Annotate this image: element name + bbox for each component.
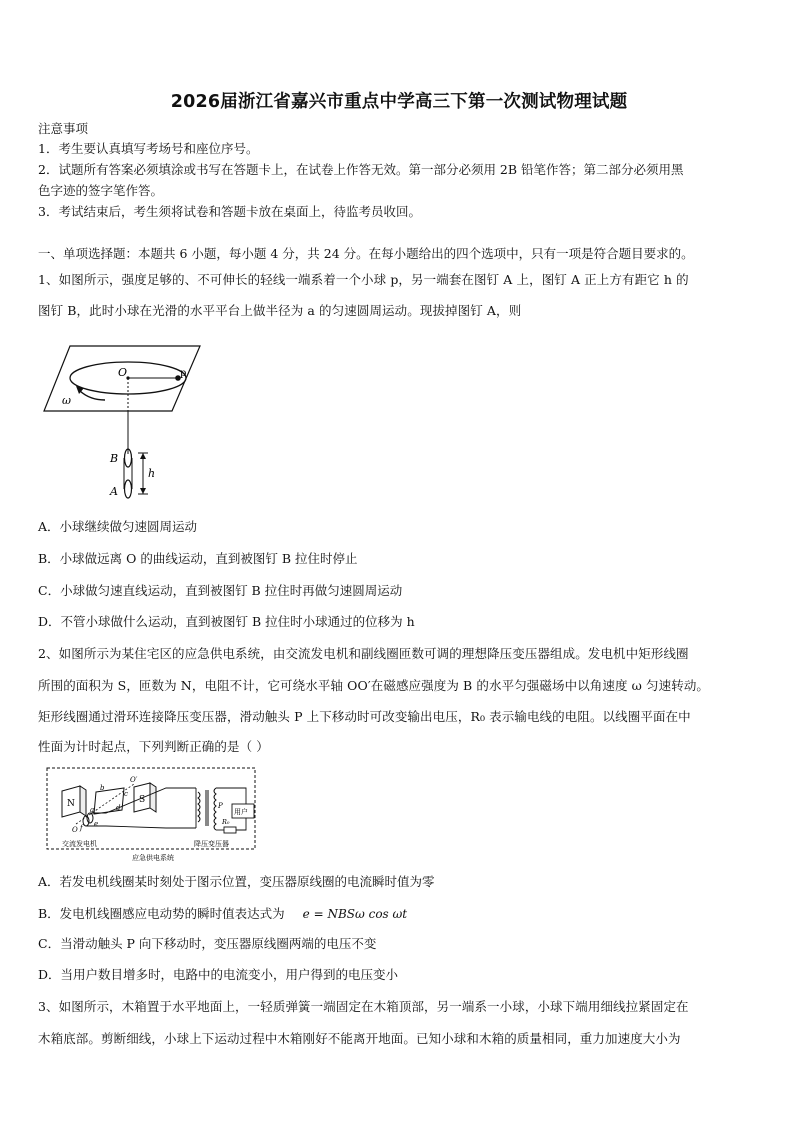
section-heading: 一、单项选择题：本题共 6 小题，每小题 4 分，共 24 分。在每小题给出的四个选项中，只有一项是符合题目要求的。: [38, 246, 694, 261]
notice-item: 1．考生要认真填写考场号和座位序号。: [38, 141, 259, 156]
notice-heading: 注意事项: [38, 121, 89, 136]
page-title: 2026届浙江省嘉兴市重点中学高三下第一次测试物理试题: [170, 92, 628, 112]
label-p: p: [180, 368, 187, 379]
label-h: h: [148, 467, 156, 480]
q1-figure: [40, 334, 210, 504]
label-omega: ω: [62, 394, 71, 407]
label-O: O: [72, 826, 78, 834]
label-P: P: [218, 802, 223, 810]
q2-option-b: [38, 905, 407, 923]
q2-formula: e = NBSω cos ωt: [302, 907, 408, 921]
q2-option-a: A．若发电机线圈某时刻处于图示位置，变压器原线圈的电流瞬时值为零: [38, 874, 435, 889]
label-O-prime: O′: [130, 776, 138, 784]
label-transformer: 降压变压器: [194, 840, 229, 848]
q1-option-a: A．小球继续做匀速圆周运动: [38, 519, 198, 534]
q2-stem-line: 矩形线圈通过滑环连接降压变压器，滑动触头 P 上下移动时可改变输出电压，R₀ 表示输电线的电阻。以线圈平面在中: [38, 709, 691, 724]
label-c: c: [124, 790, 128, 798]
q2-option-c: C．当滑动触头 P 向下移动时，变压器原线圈两端的电压不变: [38, 936, 377, 951]
label-A: A: [110, 485, 118, 498]
label-B: B: [110, 452, 119, 465]
label-R0: R₀: [222, 818, 230, 826]
label-user: 用户: [234, 808, 248, 816]
label-e: e: [94, 820, 99, 828]
label-S: S: [139, 795, 146, 805]
label-N: N: [67, 799, 75, 809]
q1-stem-line: 图钉 B，此时小球在光滑的水平平台上做半径为 a 的匀速圆周运动。现拔掉图钉 A，则: [38, 303, 522, 318]
q2-stem-line: 所围的面积为 S，匝数为 N，电阻不计，它可绕水平轴 OO′在磁感应强度为 B 的水平匀强磁场中以角速度 ω 匀速转动。: [38, 678, 710, 693]
q2-figure: [46, 766, 266, 864]
q1-stem-line: 1、如图所示，强度足够的、不可伸长的轻线一端系着一个小球 p，另一端套在图钉 A 上，图钉 A 正上方有距它 h 的: [38, 272, 689, 287]
label-b: b: [100, 784, 105, 792]
label-a: a: [90, 806, 95, 814]
label-d: d: [116, 804, 121, 812]
q1-option-d: D．不管小球做什么运动，直到被图钉 B 拉住时小球通过的位移为 h: [38, 614, 415, 629]
notice-item: 2．试题所有答案必须填涂或书写在答题卡上，在试卷上作答无效。第一部分必须用 2B 铅笔作答；第二部分必须用黑: [38, 162, 684, 177]
q2-stem-line: 2、如图所示为某住宅区的应急供电系统，由交流发电机和副线圈匝数可调的理想降压变压器组成。发电机中矩形线圈: [38, 646, 689, 661]
q2-stem-line: 性面为计时起点，下列判断正确的是（ ）: [38, 739, 269, 754]
q1-option-c: C．小球做匀速直线运动，直到被图钉 B 拉住时再做匀速圆周运动: [38, 583, 403, 598]
q3-stem-line: 木箱底部。剪断细线，小球上下运动过程中木箱刚好不能离开地面。已知小球和木箱的质量相同，重力加速度大小为: [38, 1031, 681, 1046]
notice-item: 3．考试结束后，考生须将试卷和答题卡放在桌面上，待监考员收回。: [38, 204, 421, 219]
label-O: O: [118, 366, 128, 379]
q2-option-b-text: B．发电机线圈感应电动势的瞬时值表达式为: [38, 906, 285, 921]
notice-item: 色字迹的签字笔作答。: [38, 183, 164, 198]
q2-option-d: D．当用户数目增多时，电路中的电流变小，用户得到的电压变小: [38, 967, 399, 982]
label-f: f: [80, 824, 83, 832]
label-generator: 交流发电机: [62, 840, 97, 848]
q1-option-b: B．小球做远离 O 的曲线运动，直到被图钉 B 拉住时停止: [38, 551, 358, 566]
label-system: 应急供电系统: [132, 854, 174, 862]
q3-stem-line: 3、如图所示，木箱置于水平地面上，一轻质弹簧一端固定在木箱顶部，另一端系一小球，小球下端用细线拉紧固定在: [38, 999, 689, 1014]
